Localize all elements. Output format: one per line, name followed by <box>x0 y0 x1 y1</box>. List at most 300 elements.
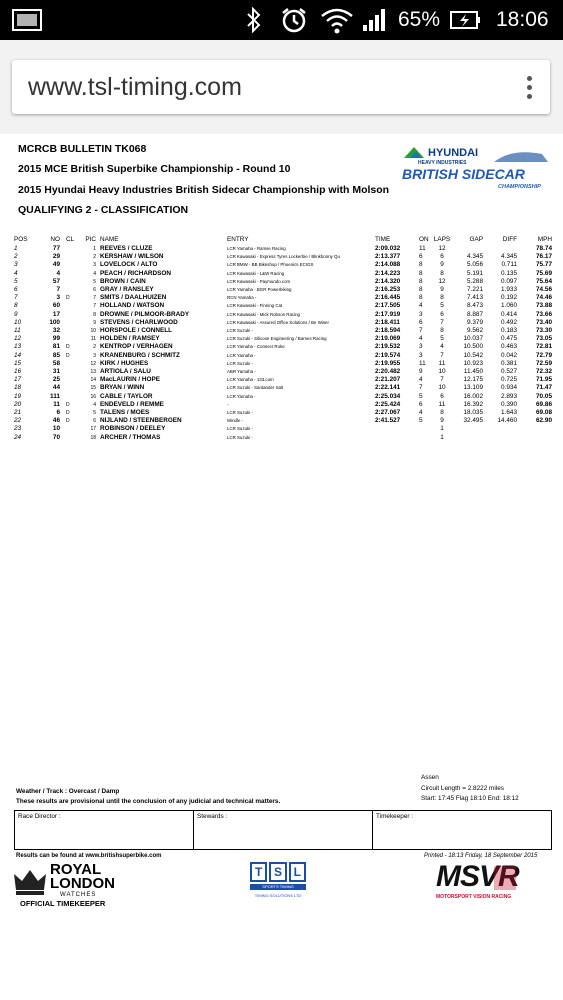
cell-pos: 10 <box>14 318 22 326</box>
cell-mph: 76.17 <box>536 253 552 261</box>
cell-mph: 75.69 <box>536 269 552 277</box>
cell-pic: 4 <box>93 401 96 408</box>
cell-gap: 10.542 <box>463 351 483 359</box>
table-row <box>14 384 552 392</box>
cell-pic: 7 <box>93 295 96 302</box>
cell-pos: 16 <box>14 368 22 376</box>
cell-diff <box>483 245 517 253</box>
cell-mph: 69.86 <box>536 400 552 408</box>
cell-no: 57 <box>52 277 60 285</box>
cell-diff: 0.934 <box>501 384 517 392</box>
cell-diff: 0.135 <box>501 269 517 277</box>
cell-diff: 1.643 <box>501 409 517 417</box>
cell-gap: 5.191 <box>467 269 483 277</box>
cell-mph: 73.88 <box>536 302 552 310</box>
weather-track: Weather / Track : Overcast / Damp <box>16 788 120 795</box>
cell-entry: LCR Yamaha - Ramse Racing <box>227 246 286 251</box>
url-text[interactable]: www.tsl-timing.com <box>28 73 242 101</box>
table-row <box>14 261 552 269</box>
column-header-mph: MPH <box>537 236 552 244</box>
cell-no: 85 <box>52 351 60 359</box>
cell-laps: 8 <box>440 327 444 335</box>
table-row <box>14 368 552 376</box>
cell-pic: 10 <box>90 328 96 335</box>
cell-laps: 5 <box>440 335 444 343</box>
cell-name: KIRK / HUGHES <box>100 359 149 367</box>
cell-entry: - <box>227 401 229 407</box>
cell-laps: 9 <box>440 417 444 425</box>
cell-gap: 7.221 <box>467 286 483 294</box>
cell-time: 2:14.223 <box>375 269 401 277</box>
cell-time: 2:27.067 <box>375 409 401 417</box>
cell-cl: D <box>66 410 70 417</box>
cell-name: CABLE / TAYLOR <box>100 392 153 400</box>
cell-diff: 0.475 <box>501 335 517 343</box>
cell-no: 81 <box>52 343 60 351</box>
cell-on: 8 <box>419 286 423 294</box>
cell-diff: 0.725 <box>501 376 517 384</box>
cell-cl <box>66 253 80 261</box>
table-row <box>14 335 552 343</box>
cell-name: LOVELOCK / ALTO <box>100 261 158 269</box>
provisional-notice: These results are provisional until the conclusion of any judicial and technical matters. <box>16 798 281 805</box>
cell-pos: 22 <box>14 417 22 425</box>
cell-pos: 5 <box>14 277 18 285</box>
cell-gap: 5.288 <box>467 277 483 285</box>
cell-on <box>419 425 433 433</box>
cell-mph: 72.59 <box>536 359 552 367</box>
cell-pos: 1 <box>14 245 18 252</box>
column-header-entry: ENTRY <box>227 236 249 244</box>
cell-cl: D <box>66 344 70 351</box>
cell-diff: 0.097 <box>501 277 517 285</box>
table-row <box>14 286 552 294</box>
cell-time: 2:20.482 <box>375 368 401 376</box>
cell-cl: D <box>66 418 70 425</box>
cell-cl: D <box>66 295 70 302</box>
cell-gap: 10.037 <box>463 335 483 343</box>
cell-on: 9 <box>419 368 423 376</box>
cell-name: REEVES / CLUZE <box>100 245 153 252</box>
cell-entry: LCR Yamaha - BGR Powerbiking <box>227 287 292 293</box>
royal-london-logo: ROYAL LONDON WATCHES <box>12 862 142 910</box>
cell-mph: 72.79 <box>536 351 552 359</box>
cell-pos: 14 <box>14 351 22 359</box>
cell-name: SMITS / DAALHUIZEN <box>100 294 167 302</box>
cell-pic: 3 <box>93 262 96 269</box>
cell-cl <box>66 393 80 401</box>
battery-charging-icon <box>450 0 482 40</box>
crown-icon <box>12 866 48 896</box>
status-bar <box>0 0 563 40</box>
cell-gap: 18.035 <box>463 409 483 417</box>
column-header-pos: POS <box>14 236 28 244</box>
battery-percent: 65% <box>398 8 441 31</box>
cell-pos: 20 <box>14 400 22 408</box>
cell-pic: 14 <box>90 377 96 384</box>
cell-laps: 11 <box>438 400 446 408</box>
cell-gap: 10.923 <box>463 359 483 367</box>
cell-entry: LCR Yamaha - <box>227 393 256 399</box>
cell-entry: Windle - <box>227 418 244 424</box>
cell-name: ENDEVELD / REMME <box>100 400 164 408</box>
svg-text:HEAVY INDUSTRIES: HEAVY INDUSTRIES <box>418 160 467 166</box>
cell-mph: 72.32 <box>536 368 552 376</box>
svg-text:CHAMPIONSHIP: CHAMPIONSHIP <box>498 184 541 190</box>
cell-pos: 6 <box>14 286 18 294</box>
cell-laps: 12 <box>438 277 446 285</box>
cell-no: 10 <box>52 425 60 433</box>
cell-laps: 6 <box>440 253 444 261</box>
cell-gap <box>451 434 483 442</box>
cell-entry: LCR Suzuki - Santander Salt <box>227 385 284 391</box>
cell-time <box>375 425 419 433</box>
cell-pic: 1 <box>93 246 96 252</box>
cell-pic: 18 <box>90 434 96 441</box>
cell-pic: 13 <box>90 369 96 376</box>
cell-on: 4 <box>419 302 423 310</box>
cell-on: 8 <box>419 294 423 302</box>
cell-pos: 4 <box>14 269 18 277</box>
cell-mph: 62.90 <box>536 417 552 425</box>
table-row <box>14 270 552 278</box>
cell-mph: 74.56 <box>536 286 552 294</box>
cell-mph: 73.05 <box>536 335 552 343</box>
cell-cl <box>66 360 80 368</box>
cell-gap: 10.500 <box>463 343 483 351</box>
cell-pic: 5 <box>93 410 96 417</box>
cell-gap: 9.379 <box>467 318 483 326</box>
table-row <box>14 376 552 384</box>
cell-entry: LCR Suzuki - <box>227 426 253 432</box>
cell-mph: 74.46 <box>536 294 552 302</box>
table-row <box>14 278 552 286</box>
cell-no: 70 <box>52 433 60 441</box>
cell-name: KENTROP / VERHAGEN <box>100 343 173 351</box>
cell-pos: 8 <box>14 302 18 310</box>
cell-pic: 8 <box>93 311 96 318</box>
cell-no: 31 <box>52 368 60 376</box>
cell-gap: 16.392 <box>463 400 483 408</box>
cell-on <box>419 434 433 442</box>
cell-no: 11 <box>53 400 60 408</box>
cell-pos: 19 <box>14 392 22 400</box>
cell-time: 2:14.320 <box>375 277 401 285</box>
cell-mph: 71.95 <box>536 376 552 384</box>
cell-cl <box>66 261 80 269</box>
cell-pic: 4 <box>93 270 96 277</box>
cell-gap <box>451 245 483 253</box>
cell-gap <box>451 425 483 433</box>
cell-cl <box>66 270 80 278</box>
cell-time: 2:41.527 <box>375 417 401 425</box>
cell-laps: 5 <box>440 302 444 310</box>
cell-no: 3 <box>56 294 60 302</box>
column-header-cl: CL <box>66 236 75 244</box>
cell-name: TALENS / MOES <box>100 409 150 417</box>
cell-laps: 7 <box>440 351 444 359</box>
table-row <box>14 409 552 417</box>
cell-cl <box>66 319 80 327</box>
cell-no: 25 <box>52 376 60 384</box>
cell-time: 2:14.088 <box>375 261 401 269</box>
cell-gap: 8.473 <box>467 302 483 310</box>
cell-mph: 78.74 <box>536 245 552 252</box>
column-header-name: NAME <box>100 236 119 244</box>
bulletin-number: MCRCB BULLETIN TK068 <box>18 143 147 155</box>
cell-entry: LCR Suzuki - <box>227 410 253 416</box>
table-row <box>14 294 552 302</box>
cell-name: HORSPOLE / CONNELL <box>100 327 173 335</box>
cell-time: 2:13.377 <box>375 253 401 261</box>
table-row <box>14 253 552 261</box>
msvr-logo: MSVR MOTORSPORT VISION RACING <box>436 860 519 900</box>
cell-laps: 6 <box>440 310 444 318</box>
cell-pic: 15 <box>90 385 96 392</box>
cell-no: 6 <box>56 409 60 417</box>
cell-time: 2:18.594 <box>375 327 401 335</box>
table-row <box>14 245 552 253</box>
cell-time: 2:25.034 <box>375 392 401 400</box>
cell-gap: 8.887 <box>467 310 483 318</box>
cell-cl <box>66 384 80 392</box>
cell-pic: 9 <box>93 319 96 326</box>
cell-on: 8 <box>419 277 423 285</box>
stewards-field: Stewards : <box>194 811 373 849</box>
cell-laps: 9 <box>440 286 444 294</box>
cell-diff: 0.183 <box>501 327 517 335</box>
cell-on: 3 <box>419 351 423 359</box>
wifi-icon <box>320 0 354 40</box>
cell-pic: 6 <box>93 287 96 294</box>
cell-diff: 0.192 <box>501 294 517 302</box>
cell-diff: 2.893 <box>501 392 517 400</box>
table-row <box>14 343 552 351</box>
cell-entry: LCR Suzuki - Silicone Engineering / Barnes Racing <box>227 336 327 342</box>
cell-pic: 11 <box>90 336 96 343</box>
cell-diff: 1.933 <box>501 286 517 294</box>
cell-pic: 3 <box>93 352 96 359</box>
column-header-diff: DIFF <box>502 236 517 244</box>
cell-pos: 15 <box>14 359 22 367</box>
cell-laps: 1 <box>440 433 444 441</box>
cell-name: STEVENS / CHARLWOOD <box>100 318 178 326</box>
cell-cl <box>66 245 80 253</box>
cell-diff: 0.527 <box>501 368 517 376</box>
cell-laps: 8 <box>440 269 444 277</box>
session-times: Start: 17:45 Flag 18:10 End: 18:12 <box>421 795 519 802</box>
column-header-laps: LAPS <box>433 236 451 244</box>
cell-laps: 4 <box>440 343 444 351</box>
cell-no: 111 <box>50 392 60 400</box>
cell-pos: 11 <box>14 327 21 335</box>
cell-no: 17 <box>52 310 60 318</box>
column-header-gap: GAP <box>469 236 483 244</box>
cell-pic: 7 <box>93 303 96 310</box>
tsl-logo: T S L SPORTS TIMING TIMING SOLUTIONS LTD <box>250 862 306 898</box>
cell-mph: 69.08 <box>536 409 552 417</box>
cell-on: 4 <box>419 376 423 384</box>
cell-entry: LCR Suzuki - <box>227 360 253 366</box>
cell-cl: D <box>66 352 70 359</box>
cell-time: 2:09.032 <box>375 245 401 252</box>
cell-no: 77 <box>52 245 60 252</box>
cell-name: GRAY / RANSLEY <box>100 286 154 294</box>
cell-no: 58 <box>52 359 60 367</box>
cell-gap: 13.109 <box>463 384 483 392</box>
column-header-time: TIME <box>375 236 391 244</box>
cell-pos: 23 <box>14 425 22 433</box>
cell-name: ARCHER / THOMAS <box>100 433 161 441</box>
cell-laps: 12 <box>438 245 446 252</box>
cell-diff: 0.414 <box>501 310 517 318</box>
cell-on: 5 <box>419 392 423 400</box>
cell-time: 2:16.253 <box>375 286 401 294</box>
table-row <box>14 319 552 327</box>
cell-name: NIJLAND / STEENBERGEN <box>100 417 182 425</box>
cell-diff: 0.042 <box>501 351 517 359</box>
cell-diff <box>483 434 517 442</box>
cell-time <box>375 434 419 442</box>
cell-gap: 12.175 <box>463 376 483 384</box>
cell-mph: 73.30 <box>536 327 552 335</box>
bluetooth-icon <box>245 0 263 40</box>
browser-toolbar <box>0 40 563 134</box>
cell-no: 49 <box>52 261 60 269</box>
cell-laps: 10 <box>438 384 446 392</box>
cell-pos: 9 <box>14 310 18 318</box>
timekeeper-field: Timekeeper : <box>376 813 414 820</box>
cell-cl <box>66 327 80 335</box>
cell-mph: 70.05 <box>536 392 552 400</box>
cell-time: 2:19.069 <box>375 335 401 343</box>
cell-name: ROBINSON / DEELEY <box>100 425 166 433</box>
cell-no: 100 <box>49 318 60 326</box>
cell-on: 3 <box>419 343 423 351</box>
cell-time: 2:19.955 <box>375 359 401 367</box>
overflow-menu-icon[interactable] <box>522 74 536 102</box>
cell-mph: 71.47 <box>536 384 552 392</box>
cell-on: 3 <box>419 310 423 318</box>
table-row <box>14 425 552 433</box>
cell-no: 4 <box>56 269 60 277</box>
cell-time: 2:17.505 <box>375 302 401 310</box>
table-row <box>14 360 552 368</box>
cell-on: 4 <box>419 335 423 343</box>
table-body <box>14 245 552 442</box>
cell-entry: LCR BMW - BB Bikeshop / Phoenics ECIGS <box>227 262 314 268</box>
table-header-row <box>14 236 552 245</box>
cell-entry: LCR Kawasaki - Paymundo.com <box>227 278 291 284</box>
cell-entry: LCR Kawasaki - L&W Racing <box>227 270 285 276</box>
cell-on: 6 <box>419 400 423 408</box>
cell-diff: 0.711 <box>501 261 517 269</box>
address-bar[interactable] <box>12 60 550 114</box>
cell-entry: LCR Yamaha - Connect Roke <box>227 344 285 350</box>
cell-on: 6 <box>419 253 423 261</box>
column-header-no: NO <box>50 236 60 244</box>
cell-no: 46 <box>52 417 60 425</box>
signal-icon <box>362 0 388 40</box>
cell-pic: 2 <box>93 254 96 261</box>
cell-entry: LCR Suzuki - <box>227 328 253 334</box>
table-row <box>14 393 552 401</box>
cell-mph: 75.64 <box>536 277 552 285</box>
hyundai-sidecar-logo <box>402 144 552 190</box>
cell-no: 29 <box>52 253 60 261</box>
cell-cl <box>66 335 80 343</box>
cell-laps: 8 <box>440 409 444 417</box>
cell-mph: 75.77 <box>536 261 552 269</box>
cell-on: 11 <box>419 359 426 367</box>
cell-name: KRANENBURG / SCHMITZ <box>100 351 180 359</box>
cell-entry: ABR Yamaha - <box>227 369 256 375</box>
cell-diff: 1.060 <box>501 302 517 310</box>
cell-pos: 3 <box>14 261 18 269</box>
cell-entry: LCR Suzuki - <box>227 434 253 440</box>
cell-cl <box>66 311 80 319</box>
cell-pos: 12 <box>14 335 22 343</box>
cell-cl: D <box>66 401 70 408</box>
cell-laps: 1 <box>440 425 444 433</box>
table-row <box>14 434 552 442</box>
cell-pos: 7 <box>14 294 18 302</box>
cell-on: 4 <box>419 409 423 417</box>
cell-name: BRYAN / WINN <box>100 384 145 392</box>
cell-entry: LCR Kawasaki - Assured Office Solutions / Be Wiser <box>227 319 329 325</box>
cell-diff: 0.492 <box>501 318 517 326</box>
cell-name: ARTIOLA / SALU <box>100 368 151 376</box>
cell-time: 2:21.207 <box>375 376 401 384</box>
signature-box <box>14 810 552 850</box>
table-row <box>14 311 552 319</box>
cell-cl <box>66 434 80 442</box>
cell-pos: 24 <box>14 433 22 441</box>
cell-time: 2:18.411 <box>375 318 400 326</box>
cell-time: 2:25.424 <box>375 400 401 408</box>
cell-diff: 0.390 <box>501 400 517 408</box>
table-row <box>14 327 552 335</box>
table-row <box>14 417 552 425</box>
cell-name: BROWN / CAIN <box>100 277 146 285</box>
cell-on: 6 <box>419 318 423 326</box>
cell-no: 99 <box>52 335 60 343</box>
cell-laps: 7 <box>440 318 444 326</box>
classification-table <box>14 236 552 442</box>
cell-pic: 17 <box>90 426 96 433</box>
cell-gap: 9.562 <box>467 327 483 335</box>
cell-on: 11 <box>419 245 426 252</box>
cell-time: 2:22.141 <box>375 384 401 392</box>
cell-on: 7 <box>419 384 423 392</box>
race-director-field: Race Director : <box>15 811 194 849</box>
cell-on: 5 <box>419 417 423 425</box>
cell-gap: 16.002 <box>463 392 483 400</box>
cell-no: 7 <box>56 286 60 294</box>
cell-diff: 0.463 <box>501 343 517 351</box>
cell-no: 60 <box>52 302 60 310</box>
cell-pic: 2 <box>93 344 96 351</box>
cell-gap: 4.345 <box>467 253 483 261</box>
cell-pos: 17 <box>14 376 22 384</box>
class-title: 2015 Hyundai Heavy Industries British Sidecar Championship with Molson <box>18 184 390 196</box>
table-row <box>14 302 552 310</box>
cell-mph <box>517 425 552 433</box>
cell-laps: 8 <box>440 294 444 302</box>
cell-on: 8 <box>419 269 423 277</box>
column-header-pic: PIC <box>85 236 96 244</box>
cell-name: MacLAURIN / HOPE <box>100 376 161 384</box>
